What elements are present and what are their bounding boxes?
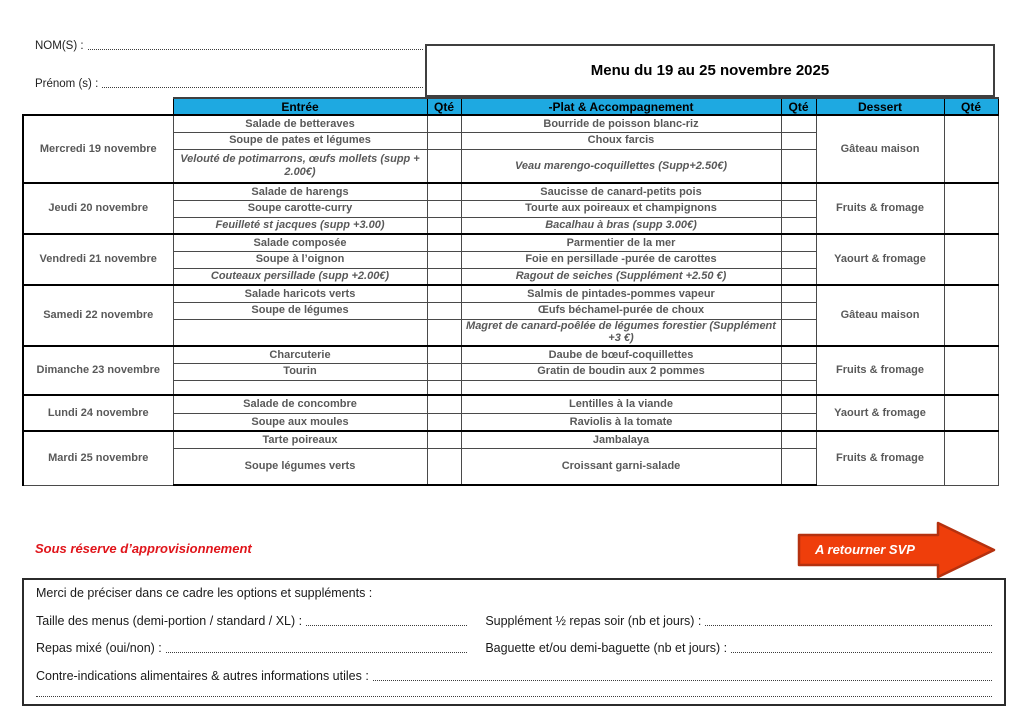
entree-cell xyxy=(173,319,427,346)
plat-cell: Veau marengo-coquillettes (Supp+2.50€) xyxy=(461,149,781,183)
plat-cell: Saucisse de canard-petits pois xyxy=(461,183,781,200)
taille-label: Taille des menus (demi-portion / standard / XL) : xyxy=(36,613,303,628)
header-entree: Entrée xyxy=(173,98,427,115)
entree-cell: Velouté de potimarrons, œufs mollets (supp + 2.00€) xyxy=(173,149,427,183)
qty-dessert-cell xyxy=(944,234,998,285)
entree-cell: Salade de betteraves xyxy=(173,115,427,132)
dessert-cell: Fruits & fromage xyxy=(816,346,944,395)
dessert-cell: Gâteau maison xyxy=(816,115,944,183)
header-dessert: Dessert xyxy=(816,98,944,115)
qty-plat-cell xyxy=(781,448,816,485)
day-cell: Jeudi 20 novembre xyxy=(23,183,173,234)
qty-plat-cell xyxy=(781,285,816,302)
menu-row xyxy=(23,431,998,448)
dessert-cell: Yaourt & fromage xyxy=(816,234,944,285)
options-row-2 xyxy=(36,641,992,656)
options-row-1 xyxy=(36,614,992,629)
entree-cell: Couteaux persillade (supp +2.00€) xyxy=(173,268,427,285)
stock-disclaimer: Sous réserve d’approvisionnement xyxy=(35,541,252,556)
entree-cell: Soupe de pates et légumes xyxy=(173,132,427,149)
return-arrow xyxy=(797,520,998,580)
taille-field xyxy=(36,614,485,629)
day-cell: Vendredi 21 novembre xyxy=(23,234,173,285)
repas-mixe-field xyxy=(36,641,485,656)
header-qte-entree: Qté xyxy=(427,98,461,115)
menu-row xyxy=(23,395,998,413)
qty-plat-cell xyxy=(781,132,816,149)
qty-entree-cell xyxy=(427,319,461,346)
qty-entree-cell xyxy=(427,200,461,217)
header-qte-dessert: Qté xyxy=(944,98,998,115)
baguette-fill-line xyxy=(731,652,992,653)
entree-cell: Soupe de légumes xyxy=(173,302,427,319)
plat-cell: Croissant garni-salade xyxy=(461,448,781,485)
qty-entree-cell xyxy=(427,346,461,363)
header-day-spacer xyxy=(23,98,173,115)
qty-plat-cell xyxy=(781,395,816,413)
qty-entree-cell xyxy=(427,431,461,448)
entree-cell: Salade de harengs xyxy=(173,183,427,200)
contre-indications-label: Contre-indications alimentaires & autres informations utiles : xyxy=(36,668,369,683)
day-cell: Samedi 22 novembre xyxy=(23,285,173,346)
dessert-cell: Gâteau maison xyxy=(816,285,944,346)
plat-cell: Bacalhau à bras (supp 3.00€) xyxy=(461,217,781,234)
qty-plat-cell xyxy=(781,413,816,431)
nom-fill-line xyxy=(88,49,423,50)
qty-plat-cell xyxy=(781,319,816,346)
qty-dessert-cell xyxy=(944,285,998,346)
repas-mixe-fill-line xyxy=(166,652,468,653)
plat-cell: Choux farcis xyxy=(461,132,781,149)
plat-cell xyxy=(461,380,781,395)
qty-plat-cell xyxy=(781,346,816,363)
entree-cell: Charcuterie xyxy=(173,346,427,363)
plat-cell: Daube de bœuf-coquillettes xyxy=(461,346,781,363)
entree-cell: Soupe à l’oignon xyxy=(173,251,427,268)
plat-cell: Foie en persillade -purée de carottes xyxy=(461,251,781,268)
qty-entree-cell xyxy=(427,302,461,319)
plat-cell: Jambalaya xyxy=(461,431,781,448)
qty-plat-cell xyxy=(781,200,816,217)
qty-plat-cell xyxy=(781,217,816,234)
contre-indications-fill-line xyxy=(373,680,992,681)
extra-fill-line xyxy=(36,696,992,697)
entree-cell: Tourin xyxy=(173,363,427,380)
plat-cell: Parmentier de la mer xyxy=(461,234,781,251)
plat-cell: Magret de canard-poêlée de légumes forestier (Supplément +3 €) xyxy=(461,319,781,346)
qty-entree-cell xyxy=(427,448,461,485)
plat-cell: Ragout de seiches (Supplément +2.50 €) xyxy=(461,268,781,285)
prenom-fill-line xyxy=(102,87,423,88)
header-plat: -Plat & Accompagnement xyxy=(461,98,781,115)
qty-entree-cell xyxy=(427,285,461,302)
qty-entree-cell xyxy=(427,251,461,268)
entree-cell xyxy=(173,380,427,395)
qty-entree-cell xyxy=(427,413,461,431)
nom-field xyxy=(35,40,423,53)
qty-entree-cell xyxy=(427,217,461,234)
repas-mixe-label: Repas mixé (oui/non) : xyxy=(36,641,162,655)
qty-dessert-cell xyxy=(944,395,998,431)
prenom-field xyxy=(35,78,423,91)
qty-plat-cell xyxy=(781,431,816,448)
entree-cell: Soupe aux moules xyxy=(173,413,427,431)
plat-cell: Raviolis à la tomate xyxy=(461,413,781,431)
menu-row xyxy=(23,234,998,251)
supplement-field xyxy=(485,614,992,629)
plat-cell: Gratin de boudin aux 2 pommes xyxy=(461,363,781,380)
header-qte-plat: Qté xyxy=(781,98,816,115)
qty-plat-cell xyxy=(781,115,816,132)
day-cell: Mardi 25 novembre xyxy=(23,431,173,485)
entree-cell: Feuilleté st jacques (supp +3.00) xyxy=(173,217,427,234)
menu-row xyxy=(23,346,998,363)
menu-row xyxy=(23,115,998,132)
menu-table xyxy=(22,97,999,486)
qty-entree-cell xyxy=(427,268,461,285)
qty-entree-cell xyxy=(427,149,461,183)
qty-entree-cell xyxy=(427,380,461,395)
table-header-row xyxy=(23,98,998,115)
dessert-cell: Fruits & fromage xyxy=(816,431,944,485)
qty-dessert-cell xyxy=(944,183,998,234)
taille-fill-line xyxy=(306,625,467,626)
nom-label: NOM(S) : xyxy=(35,40,84,52)
menu-title-box xyxy=(425,44,995,97)
menu-row xyxy=(23,183,998,200)
qty-entree-cell xyxy=(427,395,461,413)
qty-dessert-cell xyxy=(944,115,998,183)
qty-plat-cell xyxy=(781,380,816,395)
supplement-fill-line xyxy=(705,625,992,626)
plat-cell: Œufs béchamel-purée de choux xyxy=(461,302,781,319)
dessert-cell: Yaourt & fromage xyxy=(816,395,944,431)
entree-cell: Tarte poireaux xyxy=(173,431,427,448)
baguette-label: Baguette et/ou demi-baguette (nb et jours) : xyxy=(485,641,728,655)
qty-entree-cell xyxy=(427,234,461,251)
day-cell: Lundi 24 novembre xyxy=(23,395,173,431)
menu-row xyxy=(23,285,998,302)
qty-plat-cell xyxy=(781,302,816,319)
day-cell: Mercredi 19 novembre xyxy=(23,115,173,183)
qty-dessert-cell xyxy=(944,346,998,395)
qty-plat-cell xyxy=(781,251,816,268)
plat-cell: Bourride de poisson blanc-riz xyxy=(461,115,781,132)
baguette-field xyxy=(485,641,992,656)
options-intro-label: Merci de préciser dans ce cadre les options et suppléments : xyxy=(36,586,373,600)
qty-entree-cell xyxy=(427,115,461,132)
entree-cell: Salade composée xyxy=(173,234,427,251)
dessert-cell: Fruits & fromage xyxy=(816,183,944,234)
entree-cell: Salade de concombre xyxy=(173,395,427,413)
plat-cell: Tourte aux poireaux et champignons xyxy=(461,200,781,217)
entree-cell: Salade haricots verts xyxy=(173,285,427,302)
qty-dessert-cell xyxy=(944,431,998,485)
entree-cell: Soupe carotte-curry xyxy=(173,200,427,217)
qty-plat-cell xyxy=(781,268,816,285)
supplement-label: Supplément ½ repas soir (nb et jours) : xyxy=(485,613,702,628)
entree-cell: Soupe légumes verts xyxy=(173,448,427,485)
qty-entree-cell xyxy=(427,183,461,200)
contre-indications-field xyxy=(36,669,992,684)
plat-cell: Lentilles à la viande xyxy=(461,395,781,413)
qty-entree-cell xyxy=(427,132,461,149)
plat-cell: Salmis de pintades-pommes vapeur xyxy=(461,285,781,302)
qty-plat-cell xyxy=(781,149,816,183)
day-cell: Dimanche 23 novembre xyxy=(23,346,173,395)
qty-plat-cell xyxy=(781,234,816,251)
menu-title: Menu du 19 au 25 novembre 2025 xyxy=(590,62,830,79)
qty-plat-cell xyxy=(781,183,816,200)
prenom-label: Prénom (s) : xyxy=(35,78,99,90)
qty-plat-cell xyxy=(781,363,816,380)
options-intro-row xyxy=(36,586,992,601)
return-arrow-label: A retourner SVP xyxy=(815,542,915,557)
options-box xyxy=(22,578,1006,706)
qty-entree-cell xyxy=(427,363,461,380)
